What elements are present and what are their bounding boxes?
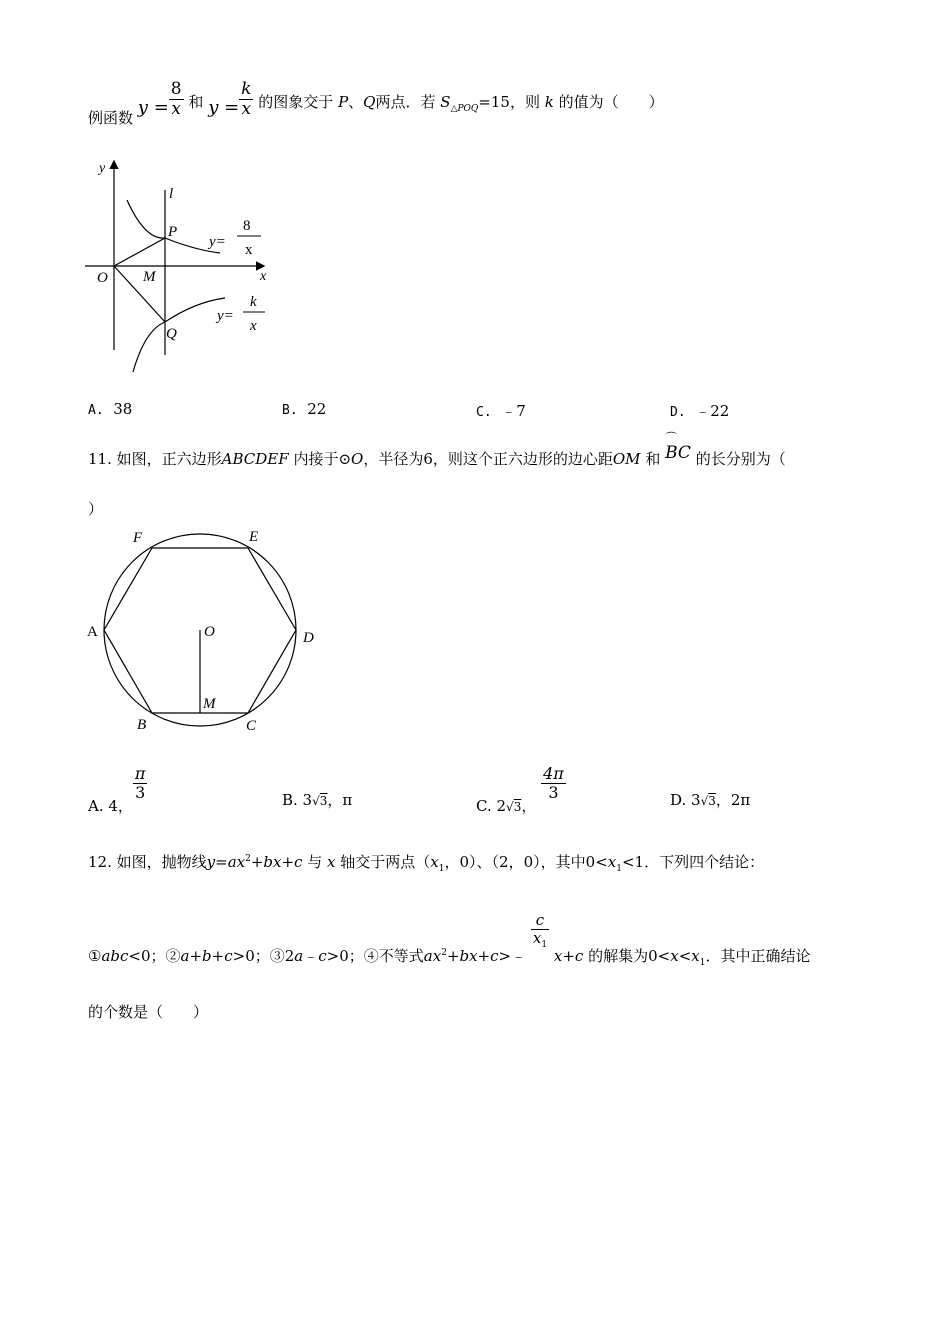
curve1-num: 8 — [243, 218, 251, 234]
origin-label: O — [97, 270, 108, 286]
q10-option-b[interactable]: B. 22 — [282, 400, 327, 418]
q11-figure — [85, 524, 325, 739]
center-O: O — [204, 624, 215, 640]
q11-stem: 11. 如图，正六边形ABCDEF 内接于⊙O，半径为6，则这个正六边形的边心距OM 和 ⌒ BC 的长分别为（ — [88, 431, 786, 468]
q10-yeq-2: y = — [208, 97, 240, 119]
fraction-numerator: 8 — [170, 79, 182, 99]
q12-line2: ①abc<0；②a+b+c>0；③2a﹣c>0；④不等式$ax^2+bx+c>﹣$ $\frac{c}{x_1}$ x+c 的解集为$0<x<x_1$．其中正确结论 — [88, 911, 811, 969]
fraction-c-over-x1: $\frac{c}{x_1}$ — [532, 911, 548, 950]
vertex-E: E — [249, 529, 259, 545]
q11-option-d[interactable]: D. 3√3，2π — [670, 791, 751, 809]
point-M-label: M — [143, 269, 156, 285]
curve2-label: y= — [217, 308, 234, 324]
fraction-4pi-over-3: $\frac{4\pi}{3}$ — [543, 764, 564, 802]
fraction-denominator: x — [241, 98, 252, 119]
vertex-D: D — [303, 630, 314, 646]
vertex-F: F — [133, 530, 143, 546]
fraction-denominator: x — [171, 98, 181, 119]
q10-and: 和 — [188, 93, 204, 112]
q11-option-a[interactable]: A. 4， $\frac{\pi}{3}$ — [88, 764, 146, 816]
q10-prefix: 例函数 — [88, 109, 134, 128]
point-Q-label: Q — [166, 326, 177, 342]
point-P-label: P — [168, 224, 178, 240]
fraction-8-over-x — [169, 80, 184, 118]
y-axis-label: y — [99, 161, 106, 176]
fraction-pi-over-3: $\frac{\pi}{3}$ — [134, 764, 146, 802]
fraction-k-over-x — [239, 80, 253, 118]
curve2-den: x — [250, 318, 257, 334]
vertex-C: C — [246, 718, 257, 734]
curve1-label: y= — [209, 234, 226, 250]
fraction-numerator: k — [241, 79, 252, 99]
q11-stem-close: ） — [88, 500, 104, 518]
q11-option-b[interactable]: B. 3√3，π — [282, 791, 353, 809]
q10-option-c[interactable]: C. ﹣7 — [476, 402, 526, 420]
x-axis-label: x — [260, 269, 267, 284]
q10-option-a[interactable]: A. 38 — [88, 400, 133, 418]
q12-line3: 的个数是（ ） — [88, 1003, 209, 1021]
q10-option-d[interactable]: D. ﹣22 — [670, 402, 730, 420]
q11-option-c[interactable]: C. 2√3， $\frac{4\pi}{3}$ — [476, 764, 564, 816]
q10-text: 的图象交于 P、Q两点．若 $S_{\triangle POQ}=15$，则 k 的值为（ ） — [258, 93, 664, 115]
q10-figure — [85, 150, 285, 375]
q10-stem — [88, 79, 664, 140]
q12-line1: 12. 如图，抛物线$y=ax^2+bx+c$ 与 x 轴交于两点（$x_1$，0）、（2，0），其中$0<x_1<1$．下列四个结论： — [88, 853, 765, 874]
vertex-B: B — [137, 717, 147, 733]
vertex-A: A — [87, 624, 98, 640]
point-M: M — [203, 696, 216, 712]
arc-bc: ⌒ BC — [665, 431, 691, 463]
curve2-num: k — [250, 294, 257, 310]
segment-OQ — [114, 266, 165, 322]
segment-OP — [114, 238, 165, 266]
curve1-den: x — [245, 242, 253, 258]
line-l-label: l — [169, 186, 174, 202]
curve-k-over-x — [133, 298, 225, 372]
q10-yeq-1: y = — [137, 97, 169, 119]
